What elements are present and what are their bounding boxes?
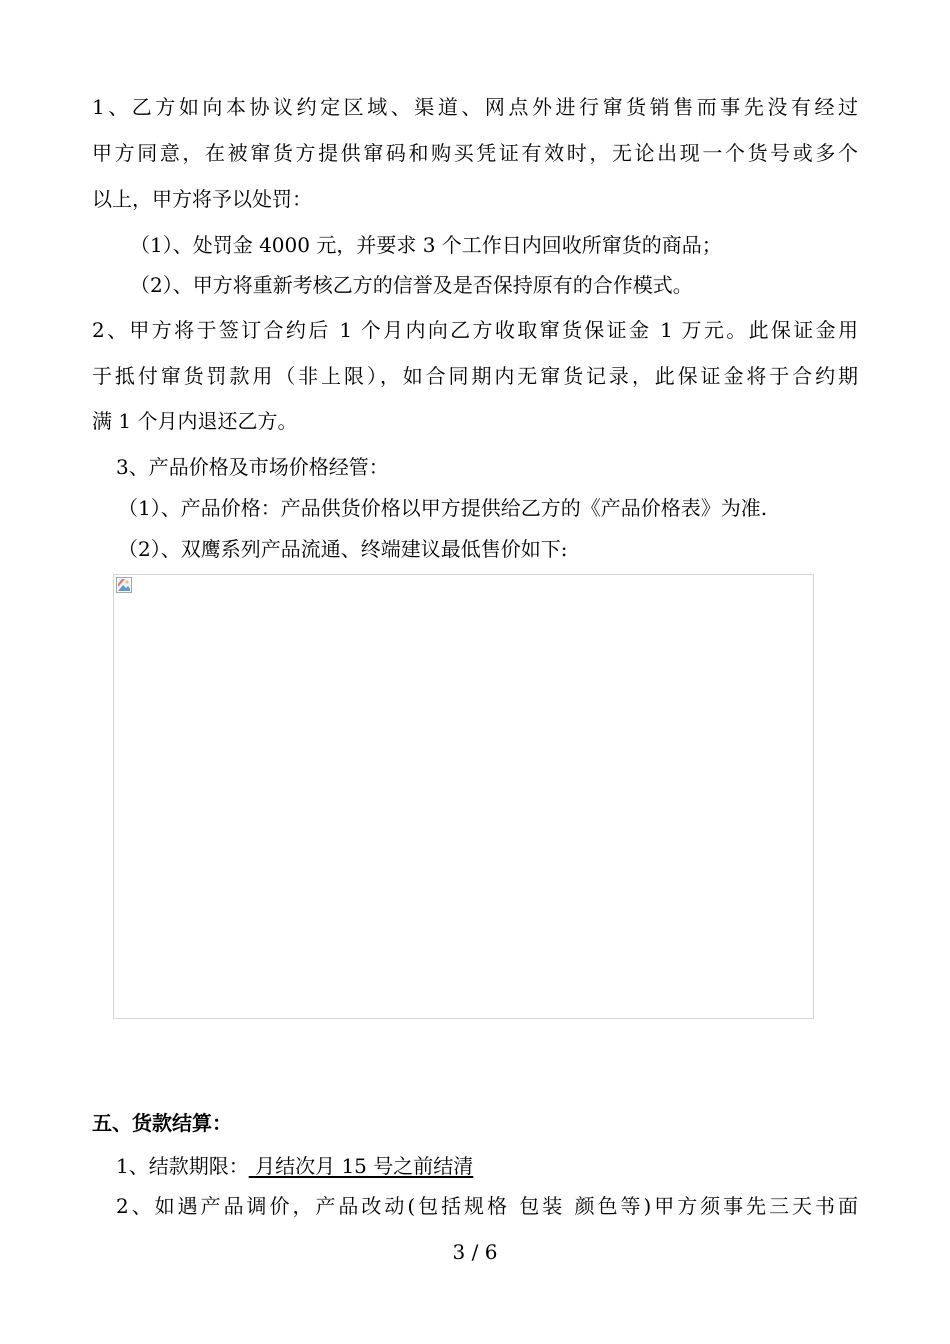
broken-image-icon bbox=[116, 577, 132, 593]
price-adjustment-line-1: 2、如遇产品调价，产品改动(包括规格 包装 颜色等)甲方须事先三天书面 bbox=[116, 1194, 858, 1218]
price-table-image-placeholder bbox=[113, 574, 814, 1019]
clause-3-price-rule: （1）、产品价格：产品供货价格以甲方提供给乙方的《产品价格表》为准. bbox=[118, 496, 768, 520]
payment-term-row bbox=[116, 1154, 473, 1178]
page-number: 3 / 6 bbox=[452, 1240, 498, 1264]
clause-1-penalty-2: （2）、甲方将重新考核乙方的信誉及是否保持原有的合作模式。 bbox=[130, 273, 693, 297]
payment-term-value: 月结次月 15 号之前结清 bbox=[248, 1154, 474, 1178]
clause-2-line-2: 于抵付窜货罚款用（非上限），如合同期内无窜货记录，此保证金将于合约期 bbox=[92, 364, 858, 388]
clause-1-penalty-1: （1）、处罚金 4000 元，并要求 3 个工作日内回收所窜货的商品； bbox=[130, 233, 722, 257]
clause-1-line-1: 1、乙方如向本协议约定区域、渠道、网点外进行窜货销售而事先没有经过 bbox=[92, 95, 858, 119]
clause-3-min-price-intro: （2）、双鹰系列产品流通、终端建议最低售价如下: bbox=[118, 537, 568, 561]
clause-2-line-1: 2、甲方将于签订合约后 1 个月内向乙方收取窜货保证金 1 万元。此保证金用 bbox=[92, 318, 858, 342]
clause-1-line-3: 以上，甲方将予以处罚： bbox=[92, 187, 312, 211]
clause-1-line-2: 甲方同意，在被窜货方提供窜码和购买凭证有效时，无论出现一个货号或多个 bbox=[92, 141, 858, 165]
payment-term-label: 1、结款期限： bbox=[116, 1154, 249, 1178]
clause-3-heading: 3、产品价格及市场价格经管： bbox=[116, 455, 389, 479]
section-5-heading: 五、货款结算： bbox=[92, 1111, 232, 1135]
clause-2-line-3: 满 1 个月内退还乙方。 bbox=[92, 409, 298, 433]
